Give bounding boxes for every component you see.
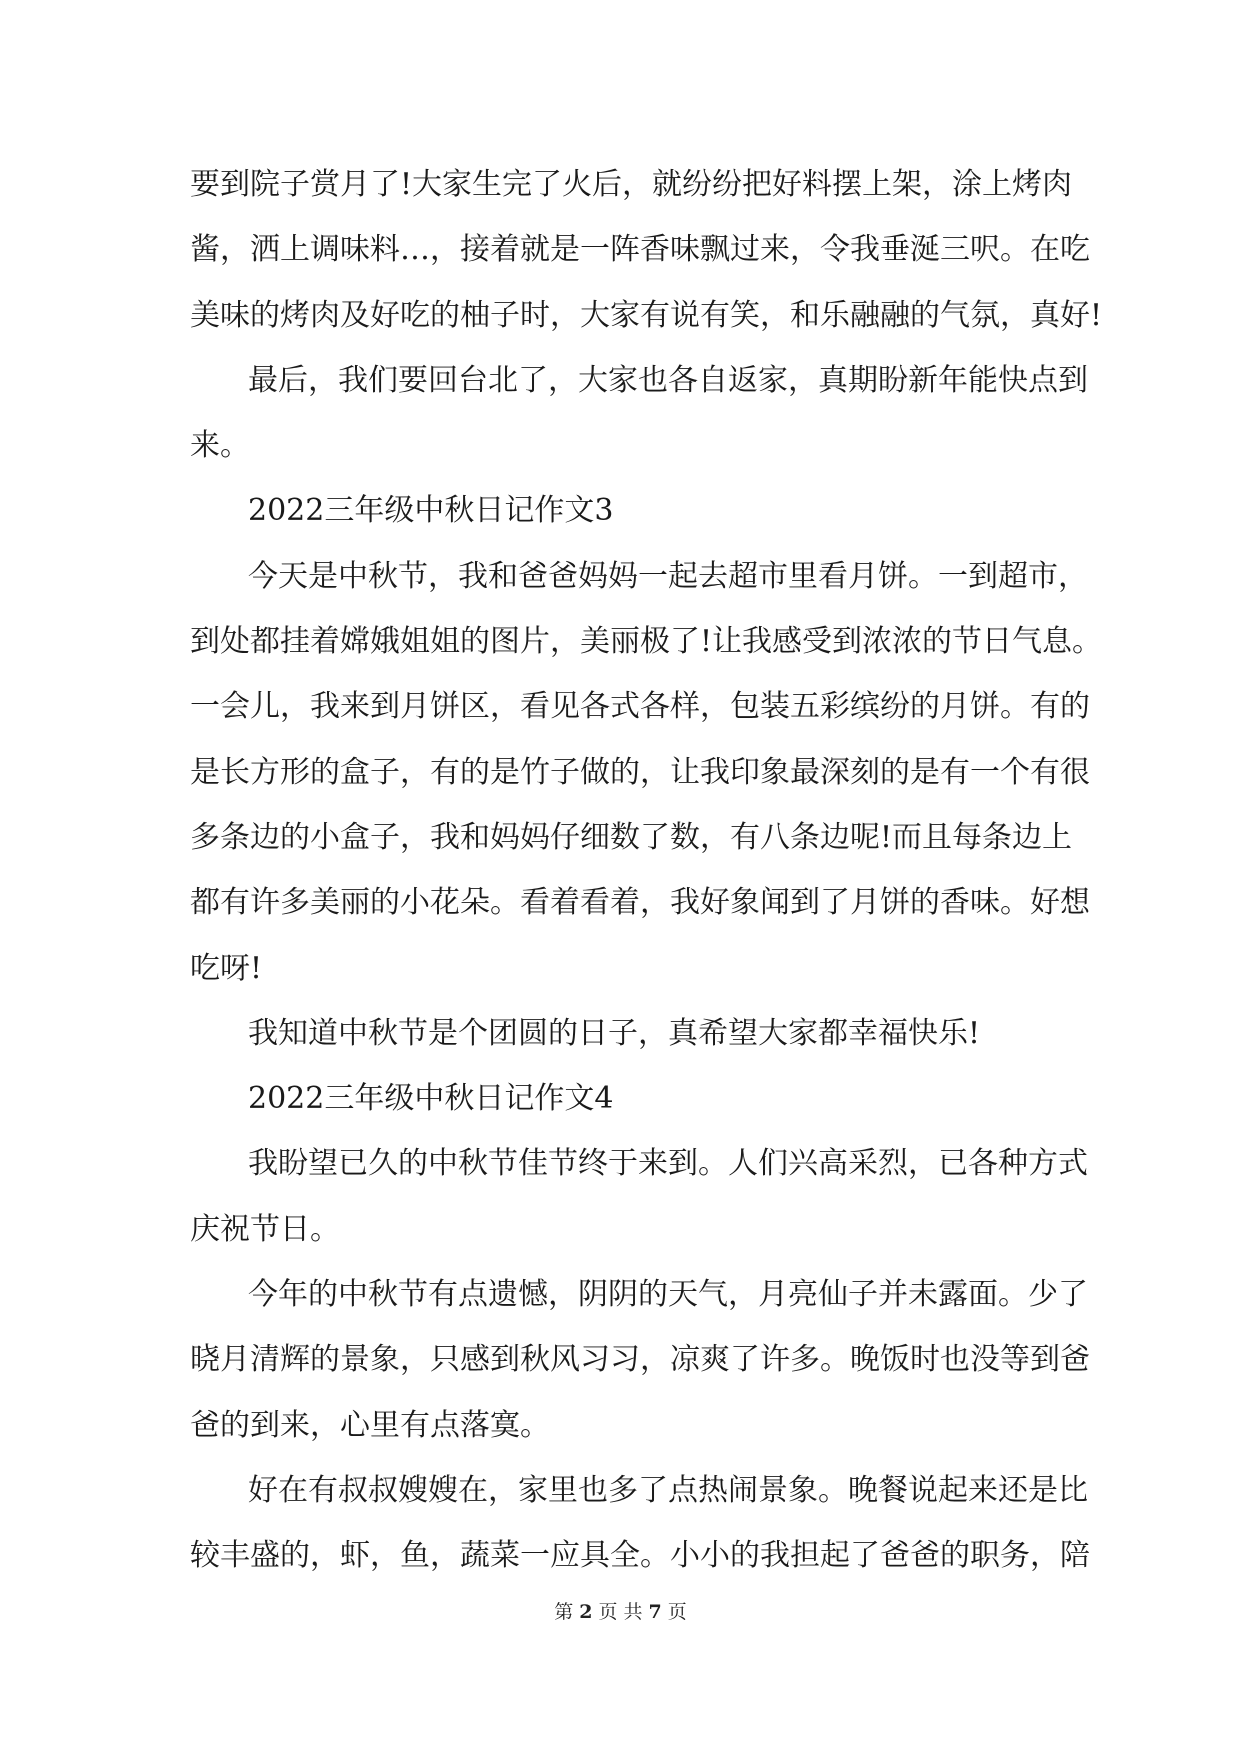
text-line: 美味的烤肉及好吃的柚子时，大家有说有笑，和乐融融的气氛，真好! [190,297,1103,333]
current-page-number: 2 [579,1601,593,1623]
footer-middle: 页 共 [598,1601,643,1623]
text-line: 要到院子赏月了!大家生完了火后，就纷纷把好料摆上架，涂上烤肉 [190,167,1073,202]
text-line: 酱，洒上调味料…，接着就是一阵香味飘过来，令我垂涎三呎。在吃 [190,232,1090,268]
text-line: 好在有叔叔嫂嫂在，家里也多了点热闹景象。晚餐说起来还是比 [248,1472,1088,1508]
text-line: 晓月清辉的景象，只感到秋风习习，凉爽了许多。晚饭时也没等到爸 [190,1342,1090,1378]
text-line: 多条边的小盒子，我和妈妈仔细数了数，有八条边呢!而且每条边上 [190,819,1073,855]
text-line: 我盼望已久的中秋节佳节终于来到。人们兴高采烈，已各种方式 [248,1146,1088,1182]
total-page-number: 7 [648,1601,662,1623]
text-line: 是长方形的盒子，有的是竹子做的，让我印象最深刻的是有一个有很 [190,754,1090,790]
section-heading: 2022三年级中秋日记作文3 [248,493,614,529]
text-line: 庆祝节日。 [190,1211,340,1247]
text-line: 爸的到来，心里有点落寞。 [190,1407,550,1443]
text-line: 吃呀! [190,950,263,986]
text-line: 较丰盛的，虾，鱼，蔬菜一应具全。小小的我担起了爸爸的职务，陪 [190,1538,1090,1574]
text-line: 最后，我们要回台北了，大家也各自返家，真期盼新年能快点到 [248,362,1088,398]
text-line: 到处都挂着嫦娥姐姐的图片，美丽极了!让我感受到浓浓的节日气息。 [190,624,1103,660]
text-line: 今年的中秋节有点遗憾，阴阴的天气，月亮仙子并未露面。少了 [248,1277,1088,1313]
text-line: 一会儿，我来到月饼区，看见各式各样，包装五彩缤纷的月饼。有的 [190,689,1090,725]
text-line: 我知道中秋节是个团圆的日子，真希望大家都幸福快乐! [248,1015,981,1051]
footer-suffix: 页 [667,1601,687,1623]
page-footer [0,1600,1241,1624]
text-line: 都有许多美丽的小花朵。看着看着，我好象闻到了月饼的香味。好想 [190,885,1090,921]
text-line: 今天是中秋节，我和爸爸妈妈一起去超市里看月饼。一到超市， [248,558,1088,594]
footer-prefix: 第 [554,1601,574,1623]
body-text [190,152,1103,1589]
text-line: 来。 [190,428,250,464]
section-heading: 2022三年级中秋日记作文4 [248,1081,614,1117]
